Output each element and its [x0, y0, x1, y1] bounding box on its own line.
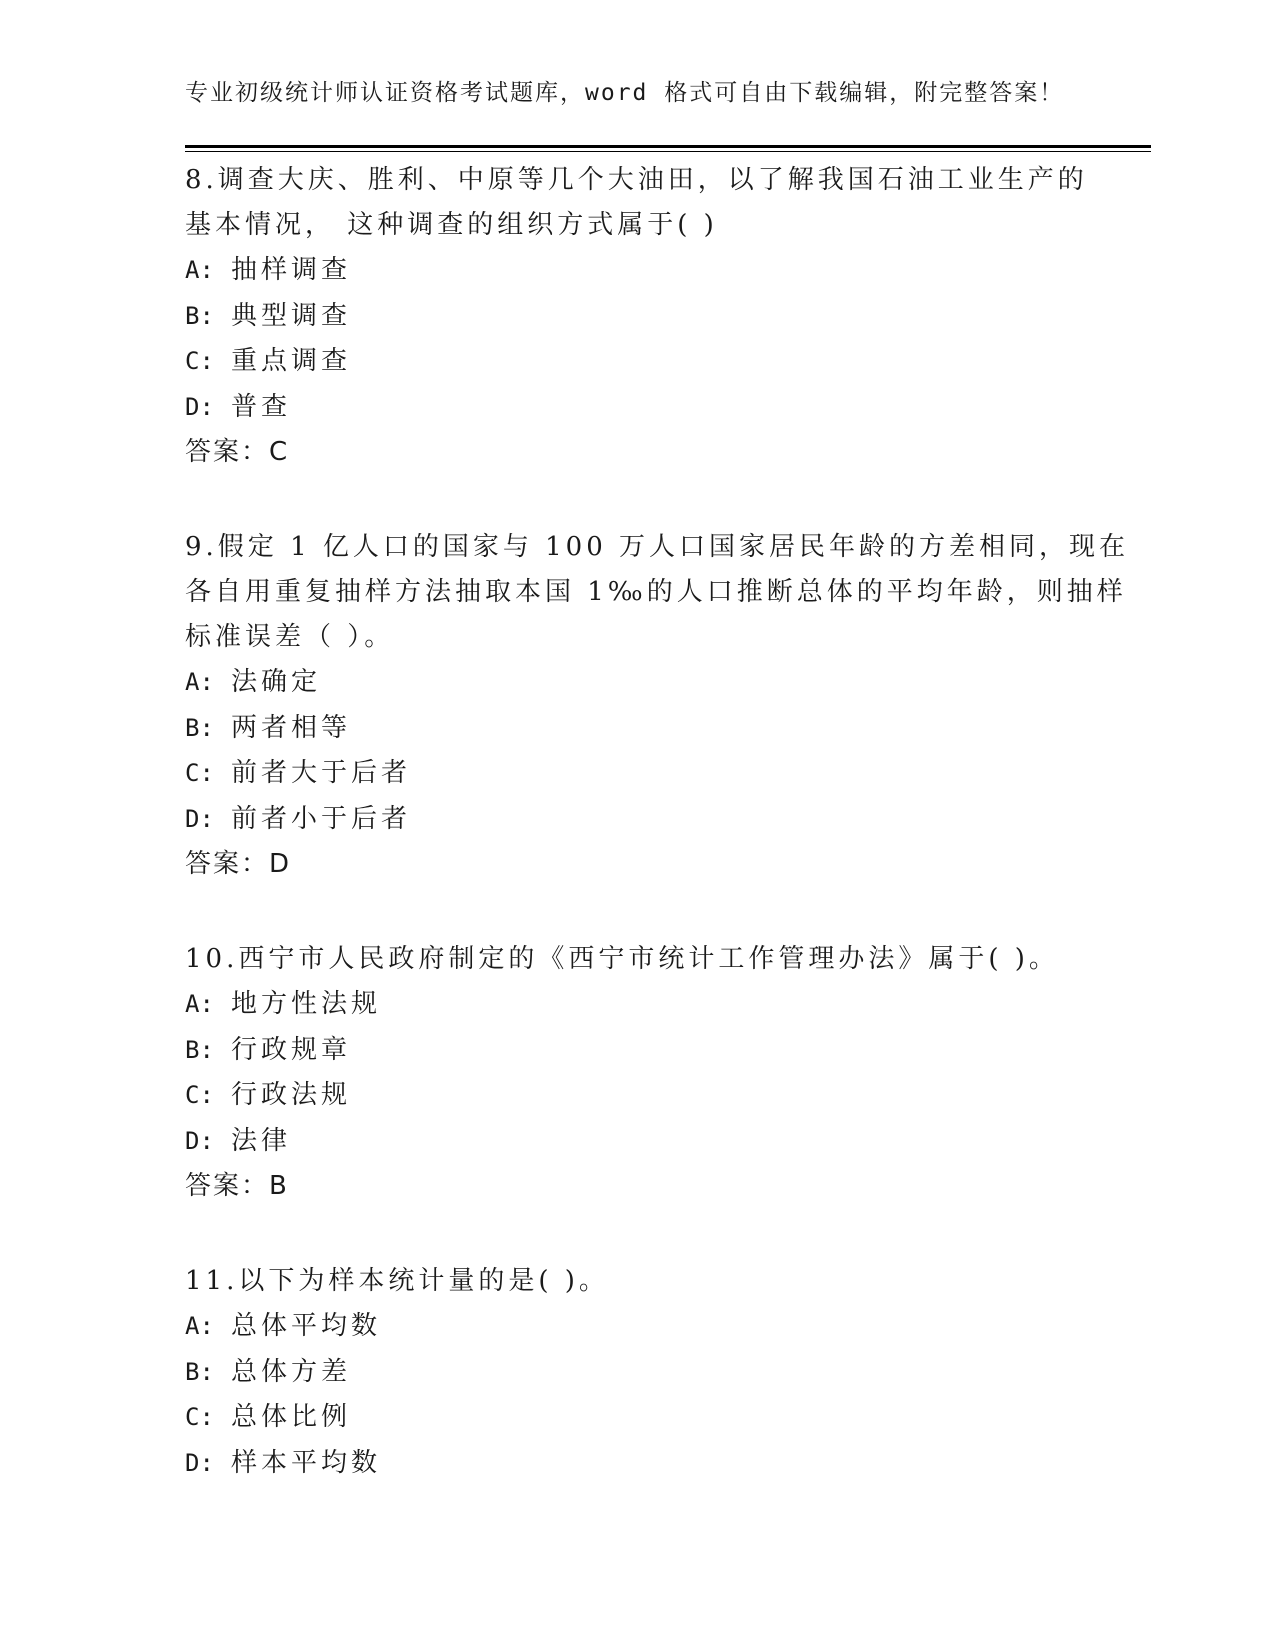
option-text: 普查 — [231, 391, 292, 422]
option-key: C: — [185, 347, 214, 375]
option-key: B: — [185, 301, 214, 330]
question-8 — [185, 158, 1088, 475]
question-10 — [185, 937, 1085, 1209]
option-c — [185, 1073, 1085, 1119]
question-9 — [185, 525, 1130, 887]
question-text: 基本情况， 这种调查的组织方式属于( ) — [185, 210, 718, 240]
option-text: 两者相等 — [231, 712, 352, 743]
question-text: 9.假定 1 亿人口的国家与 100 万人口国家居民年龄的方差相同，现在 — [185, 532, 1130, 562]
option-a — [185, 660, 1085, 706]
option-key: A: — [185, 256, 214, 284]
option-text: 法律 — [231, 1125, 292, 1156]
option-d — [185, 385, 1085, 431]
option-text: 地方性法规 — [231, 989, 382, 1019]
option-key: C: — [185, 1081, 214, 1109]
answer-line: 答案：C — [185, 437, 290, 467]
option-a — [185, 982, 1085, 1028]
question-11 — [185, 1259, 1085, 1486]
option-text: 总体比例 — [231, 1402, 352, 1432]
option-text: 前者小于后者 — [231, 803, 412, 834]
option-text: 典型调查 — [231, 300, 352, 331]
option-key: C: — [185, 1403, 214, 1431]
option-c — [185, 751, 1085, 797]
option-text: 重点调查 — [231, 346, 352, 376]
option-text: 总体平均数 — [231, 1311, 382, 1341]
option-c — [185, 339, 1085, 385]
option-key: D: — [185, 392, 214, 421]
option-key: A: — [185, 1312, 214, 1340]
header-divider-thin — [185, 151, 1151, 152]
option-key: B: — [185, 1357, 214, 1386]
option-text: 总体方差 — [231, 1356, 352, 1387]
question-text: 各自用重复抽样方法抽取本国 1‰的人口推断总体的平均年龄，则抽样 — [185, 577, 1127, 607]
option-key: C: — [185, 759, 214, 787]
option-text: 行政法规 — [231, 1080, 352, 1110]
question-text: 10.西宁市人民政府制定的《西宁市统计工作管理办法》属于( )。 — [185, 944, 1059, 974]
header-divider-thick — [185, 145, 1151, 148]
option-a — [185, 1304, 1085, 1350]
option-text: 抽样调查 — [231, 255, 352, 285]
option-text: 法确定 — [231, 667, 322, 697]
answer-line: 答案：D — [185, 849, 292, 879]
question-text: 8.调查大庆、胜利、中原等几个大油田，以了解我国石油工业生产的 — [185, 165, 1088, 195]
option-d — [185, 1441, 1085, 1487]
option-key: B: — [185, 713, 214, 742]
option-b — [185, 1350, 1085, 1396]
option-key: B: — [185, 1035, 214, 1064]
option-b — [185, 294, 1085, 340]
option-d — [185, 797, 1085, 843]
option-key: D: — [185, 1448, 214, 1477]
option-text: 行政规章 — [231, 1034, 352, 1065]
option-d — [185, 1119, 1085, 1165]
page-header: 专业初级统计师认证资格考试题库，word 格式可自由下载编辑，附完整答案！ — [185, 80, 1065, 106]
option-text: 样本平均数 — [231, 1447, 382, 1478]
answer-line: 答案：B — [185, 1171, 289, 1201]
question-text: 标准误差（ ）。 — [185, 622, 395, 652]
option-b — [185, 706, 1085, 752]
option-b — [185, 1028, 1085, 1074]
option-a — [185, 248, 1085, 294]
option-key: A: — [185, 990, 214, 1018]
option-key: D: — [185, 804, 214, 833]
option-key: D: — [185, 1126, 214, 1155]
question-text: 11.以下为样本统计量的是( )。 — [185, 1266, 609, 1296]
question-list — [185, 158, 1130, 1536]
option-text: 前者大于后者 — [231, 758, 412, 788]
option-key: A: — [185, 668, 214, 696]
option-c — [185, 1395, 1085, 1441]
